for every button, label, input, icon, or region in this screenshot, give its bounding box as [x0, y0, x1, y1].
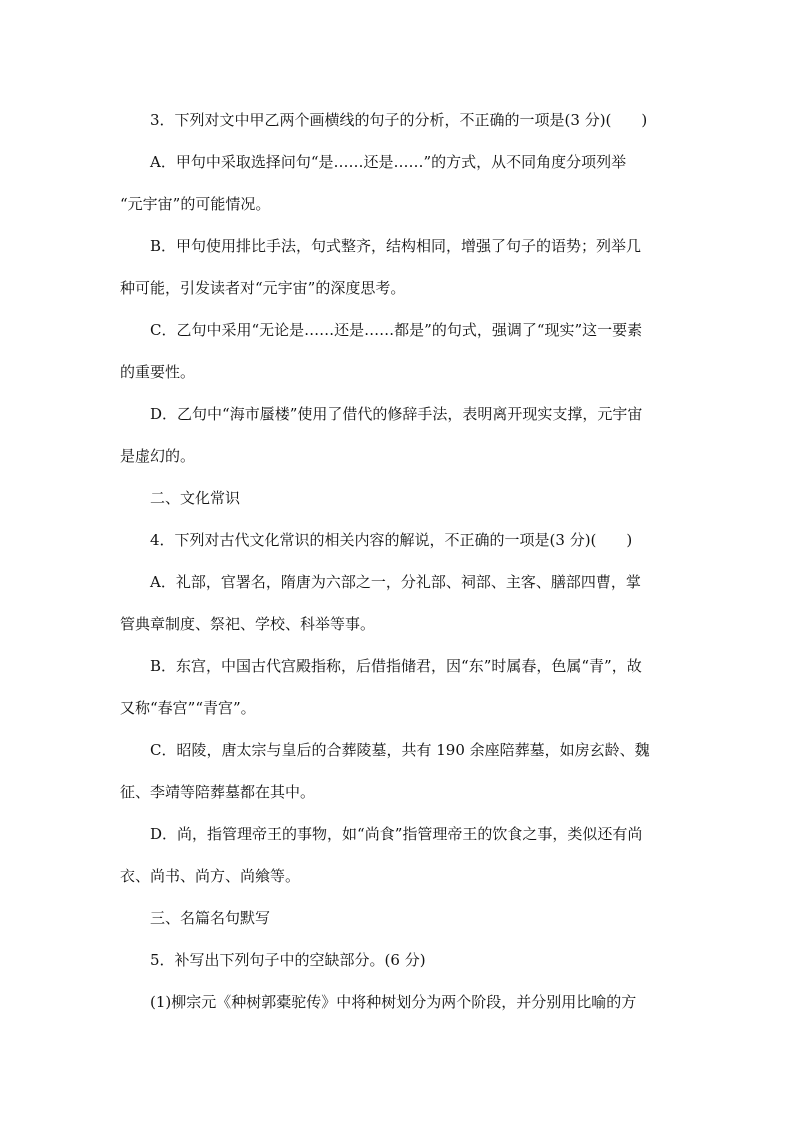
- q4-option-a-line2: 管典章制度、祭祀、学校、科举等事。: [120, 615, 376, 633]
- q5-stem: 5．补写出下列句子中的空缺部分。(6 分): [150, 951, 426, 969]
- q4-option-b-line1: B．东宫，中国古代宫殿指称，后借指储君，因“东”时属春，色属“青”，故: [150, 657, 642, 675]
- q3-stem: 3．下列对文中甲乙两个画横线的句子的分析，不正确的一项是(3 分)( ): [150, 111, 648, 129]
- q3-option-b-line1: B．甲句使用排比手法，句式整齐，结构相同，增强了句子的语势；列举几: [150, 237, 642, 255]
- q3-option-b-line2: 种可能，引发读者对“元宇宙”的深度思考。: [120, 279, 406, 297]
- q3-option-c-line1: C．乙句中采用“无论是……还是……都是”的句式，强调了“现实”这一要素: [150, 321, 643, 339]
- section-heading-culture: 二、文化常识: [150, 489, 241, 507]
- q3-option-c-line2: 的重要性。: [120, 363, 196, 381]
- q3-option-d-line1: D．乙句中“海市蜃楼”使用了借代的修辞手法，表明离开现实支撑，元宇宙: [150, 405, 643, 423]
- q4-option-c-line2: 征、李靖等陪葬墓都在其中。: [120, 783, 316, 801]
- q4-option-d-line2: 衣、尚书、尚方、尚飨等。: [120, 867, 301, 885]
- q4-option-c-line1: C．昭陵，唐太宗与皇后的合葬陵墓，共有 190 余座陪葬墓，如房玄龄、魏: [150, 741, 650, 759]
- q3-option-a-line2: “元宇宙”的可能情况。: [120, 195, 271, 213]
- q5-sub1: (1)柳宗元《种树郭橐驼传》中将种树划分为两个阶段，并分别用比喻的方: [150, 993, 637, 1011]
- q4-option-a-line1: A．礼部，官署名，隋唐为六部之一，分礼部、祠部、主客、膳部四曹，掌: [150, 573, 641, 591]
- section-heading-recitation: 三、名篇名句默写: [150, 909, 271, 927]
- q3-option-a-line1: A．甲句中采取选择问句“是……还是……”的方式，从不同角度分项列举: [150, 153, 627, 171]
- q3-option-d-line2: 是虚幻的。: [120, 447, 196, 465]
- q4-option-b-line2: 又称“春宫”“青宫”。: [120, 699, 256, 717]
- q4-option-d-line1: D．尚，指管理帝王的事物，如“尚食”指管理帝王的饮食之事，类似还有尚: [150, 825, 643, 843]
- q4-stem: 4．下列对古代文化常识的相关内容的解说，不正确的一项是(3 分)( ): [150, 531, 633, 549]
